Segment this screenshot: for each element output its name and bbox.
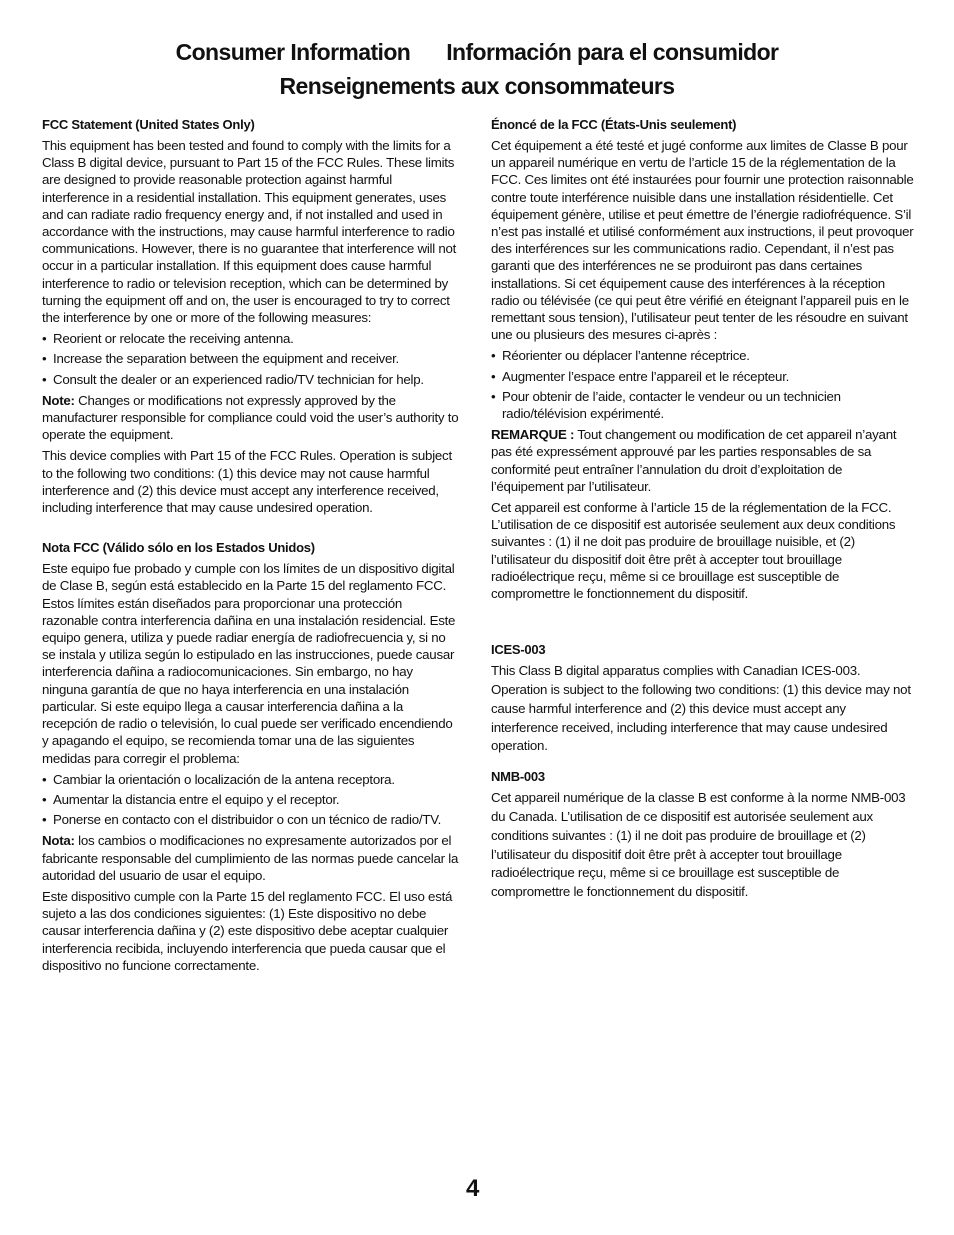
bullet-text: Ponerse en contacto con el distribuidor o con un técnico de radio/TV. (53, 812, 442, 828)
fcc-statement-english (42, 116, 460, 516)
bullet-item: • Ponerse en contacto con el distribuidor o con un técnico de radio/TV. (42, 812, 442, 828)
bullet-text: Pour obtenir de l’aide, contacter le vendeur ou un technicien radio/télévision expérimenté. (502, 388, 841, 422)
bullet-text: Réorienter ou déplacer l’antenne réceptrice. (502, 348, 750, 364)
section-title: NMB-003 (491, 769, 545, 785)
note-text: los cambios o modificaciones no expresamente autorizados por el fabricante responsable del cumplimiento de las normas puede cancelar la autoridad del usuario de usar el equipo. (42, 833, 459, 883)
paragraph: This device complies with Part 15 of the FCC Rules. Operation is subject to the following two conditions: (1) this device may not cause harmful interference and (2) this device must accept any interference received, including interference that may cause undesired operation. (42, 448, 452, 516)
bullet-list (42, 771, 460, 829)
note-label: REMARQUE : (491, 427, 575, 443)
section-title: Énoncé de la FCC (États-Unis seulement) (491, 117, 737, 132)
bullet-item: • Cambiar la orientación o localización de la antena receptora. (42, 771, 395, 787)
bullet-list (42, 330, 460, 388)
bullet-item: • Réorienter ou déplacer l’antenne réceptrice. (491, 348, 750, 364)
title-french: Renseignements aux consommateurs (279, 73, 675, 99)
section-title: FCC Statement (United States Only) (42, 117, 255, 132)
bullet-text: Cambiar la orientación o localización de la antena receptora. (53, 771, 395, 787)
note-paragraph (42, 832, 460, 884)
right-column (491, 116, 915, 906)
bullet-text: Augmenter l’espace entre l’appareil et le récepteur. (502, 368, 790, 384)
page-header (0, 35, 954, 103)
page-number: 4 (466, 1175, 480, 1202)
bullet-item: • Pour obtenir de l’aide, contacter le vendeur ou un technicien radio/télévision expérimenté. (491, 388, 841, 422)
section-title: Nota FCC (Válido sólo en los Estados Unidos) (42, 540, 315, 556)
fcc-statement-french (491, 116, 915, 602)
bullet-item: • Consult the dealer or an experienced radio/TV technician for help. (42, 371, 424, 387)
title-spanish: Información para el consumidor (446, 39, 779, 65)
note-text: Changes or modifications not expressly approved by the manufacturer responsible for compliance could void the user’s authority to operate the equipment. (42, 392, 459, 443)
note-paragraph (491, 426, 915, 495)
note-text: Tout changement ou modification de cet appareil n’ayant pas été expressément approuvé par les parties responsables de sa conformité peut entraîner l’annulation du droit d’exploitation de l’équipement par l’utilisateur. (491, 427, 897, 494)
title-english: Consumer Information (175, 39, 411, 65)
note-label: Nota: (42, 833, 75, 849)
fcc-statement-spanish (42, 539, 460, 974)
bullet-item: • Reorient or relocate the receiving antenna. (42, 331, 294, 347)
note-paragraph (42, 392, 460, 444)
bullet-item: • Augmenter l’espace entre l’appareil et le récepteur. (491, 368, 790, 384)
left-column (42, 116, 460, 978)
paragraph: Este equipo fue probado y cumple con los límites de un dispositivo digital de Clase B, según está establecido en la Parte 15 del reglamento FCC. Estos límites están diseñados para proporcionar una protección razonable contra interferencia dañina en una instalación residencial. Este equipo genera, utiliza y puede radiar energía de radiofrecuencia y, si no se instala y utiliza según lo estipulado en las instrucciones, puede causar interferencia dañina a radiocomunicaciones. Sin embargo, no hay ninguna garantía de que no haya interferencia en una instalación particular. Si este equipo llega a causar interferencia dañina a la recepción de radio o televisión, lo cual puede ser verificado encendiendo y apagando el equipo, se recomienda tomar una de las siguientes medidas para corregir el problema: (42, 561, 456, 766)
ices-003-section (491, 641, 915, 756)
nmb-003-section (491, 768, 915, 902)
bullet-text: Reorient or relocate the receiving antenna. (53, 331, 294, 347)
paragraph: Cet appareil est conforme à l’article 15 de la réglementation de la FCC. L’utilisation de ce dispositif est autorisée seulement aux deux conditions suivantes : (1) il ne doit pas produire de brouillage nuisible, et (2) l’utilisateur du dispositif doit être prêt à accepter tout brouillage radioélectrique reçu, même si ce brouillage est susceptible de compromettre le fonctionnement du dispositif. (491, 500, 896, 602)
paragraph: This equipment has been tested and found to comply with the limits for a Class B digital device, pursuant to Part 15 of the FCC Rules. These limits are designed to provide reasonable protection against harmful interference in a residential installation. This equipment generates, uses and can radiate radio frequency energy and, if not installed and used in accordance with the instructions, may cause harmful interference to radio communications. However, there is no guarantee that interference will not occur in a particular installation. If this equipment does cause harmful interference to radio or television reception, which can be determined by turning the equipment off and on, the user is encouraged to try to correct the interference by one or more of the following measures: (42, 138, 457, 326)
bullet-item: • Increase the separation between the equipment and receiver. (42, 351, 399, 367)
bullet-text: Increase the separation between the equipment and receiver. (53, 351, 399, 367)
paragraph: Cet appareil numérique de la classe B est conforme à la norme NMB-003 du Canada. L’utilisation de ce dispositif est autorisée seulement aux conditions suivantes : (1) il ne doit pas produire de brouillage et (2) l’utilisateur du dispositif doit être prêt à accepter tout brouillage radioélectrique reçu, même si ce brouillage est susceptible de compromettre le fonctionnement du dispositif. (491, 790, 906, 900)
bullet-text: Consult the dealer or an experienced radio/TV technician for help. (53, 371, 424, 387)
paragraph: This Class B digital apparatus complies with Canadian ICES-003. Operation is subject to the following two conditions: (1) this device may not cause harmful interference and (2) this device must accept any interference received, including interference that may cause undesired operation. (491, 663, 911, 754)
bullet-item: • Aumentar la distancia entre el equipo y el receptor. (42, 791, 340, 807)
bullet-text: Aumentar la distancia entre el equipo y el receptor. (53, 791, 340, 807)
bullet-list (491, 347, 915, 422)
paragraph: Este dispositivo cumple con la Parte 15 del reglamento FCC. El uso está sujeto a las dos condiciones siguientes: (1) Este dispositivo no debe causar interferencia dañina y (2) este dispositivo debe aceptar cualquier interferencia recibida, incluyendo interferencia que pueda causar que el dispositivo no funcione correctamente. (42, 888, 453, 973)
note-label: Note: (42, 392, 75, 408)
header-line-1 (0, 35, 954, 69)
section-title: ICES-003 (491, 642, 546, 658)
paragraph: Cet équipement a été testé et jugé conforme aux limites de Classe B pour un appareil numérique en vertu de l’article 15 de la réglementation de la FCC. Ces limites ont été instaurées pour fournir une protection raisonnable contre toute interférence nuisible dans une installation résidentielle. Cet équipement génère, utilise et peut émettre de l’énergie radiofréquence. S’il n’est pas installé et utilisé conformément aux instructions, il peut provoquer des interférences sur les communications radio. Cependant, il n’est pas garanti que des interférences ne se produiront pas dans certaines installations. Si cet équipement cause des interférences à la réception radio ou télévisée (ce qui peut être vérifié en éteignant l’appareil puis en le remettant sous tension), l’utilisateur peut tenter de les résoudre en suivant une ou plusieurs des mesures ci-après : (491, 138, 914, 343)
